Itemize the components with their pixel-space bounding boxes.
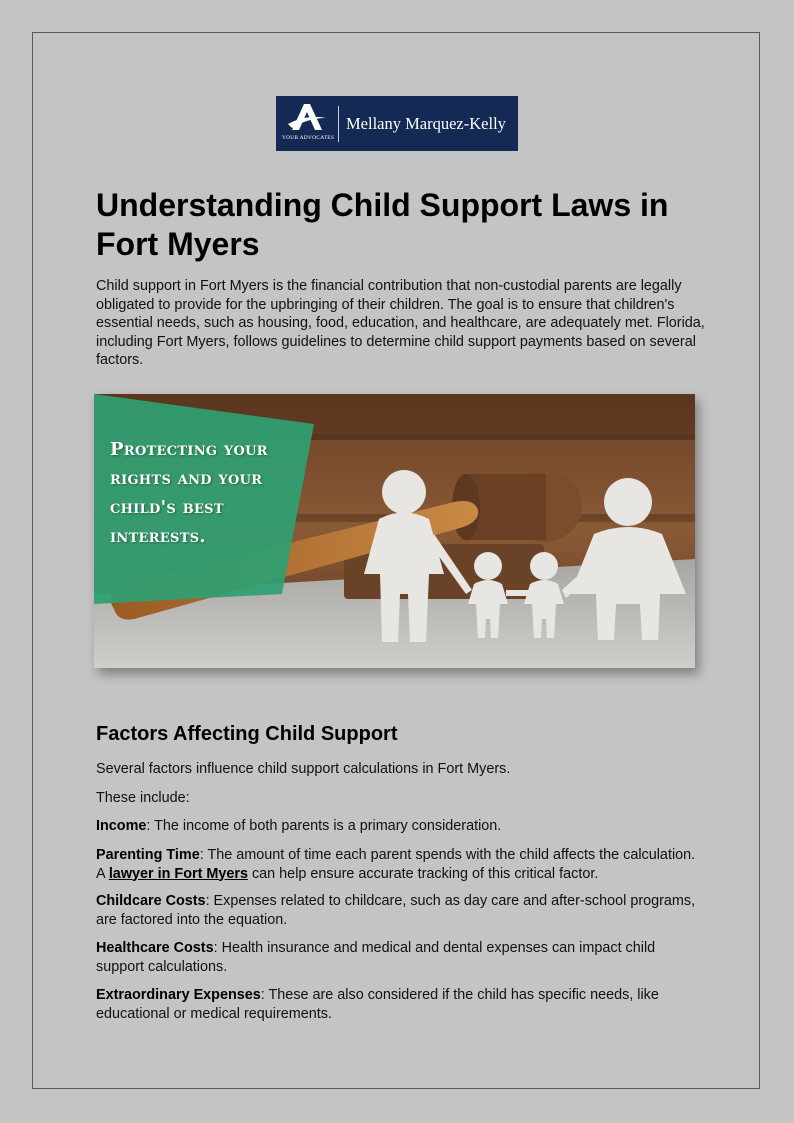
logo-mark: [276, 96, 338, 151]
factor-parenting-time: [96, 846, 706, 883]
factors-lead-2: These include:: [96, 790, 190, 806]
factor-term: Income: [96, 818, 147, 834]
factor-text: : The income of both parents is a primary consideration.: [146, 818, 502, 834]
factor-extraordinary: [96, 986, 706, 1023]
factor-text-after: can help ensure accurate tracking of this critical factor.: [247, 865, 599, 882]
factor-childcare: [96, 892, 706, 929]
logo-tagline: YOUR ADVOCATES: [281, 135, 335, 141]
logo-divider: [338, 106, 339, 142]
hero-banner: [94, 394, 695, 668]
factor-income: [96, 817, 706, 836]
article-title: Understanding Child Support Laws in Fort Myers: [96, 187, 669, 262]
factors-lead: Several factors influence child support calculations in Fort Myers.: [96, 761, 511, 777]
factor-text: : The amount of time each parent spends with the child affects the calculation. A: [96, 847, 696, 882]
banner-headline: Protecting your rights and your child's best interests.: [110, 439, 268, 547]
lawyer-link[interactable]: lawyer in Fort Myers: [108, 865, 248, 882]
factor-text: : Expenses related to childcare, such as day care and after-school programs, are factored into the equation.: [96, 893, 696, 928]
intro-paragraph: Child support in Fort Myers is the financial contribution that non-custodial parents are legally obligated to provide for the upbringing of their children. The goal is to ensure that children's essential needs, such as housing, food, education, and healthcare, are adequately met. Florida, including Fort Myers, follows guidelines to determine child support payments based on several factors.: [96, 278, 705, 368]
factor-term: Healthcare Costs: [96, 940, 214, 956]
factor-term: Extraordinary Expenses: [96, 987, 261, 1003]
factor-term: Parenting Time: [96, 847, 200, 863]
advocate-a-icon: [286, 102, 328, 132]
factor-term: Childcare Costs: [96, 893, 206, 909]
section-heading: Factors Affecting Child Support: [96, 723, 398, 745]
logo-name: Mellany Marquez-Kelly: [346, 113, 506, 133]
factor-healthcare: [96, 939, 706, 976]
firm-logo[interactable]: [276, 96, 518, 151]
factor-text: : Health insurance and medical and dental expenses can impact child support calculations.: [96, 940, 656, 975]
factor-text: : These are also considered if the child has specific needs, like educational or medical requirements.: [96, 987, 659, 1022]
